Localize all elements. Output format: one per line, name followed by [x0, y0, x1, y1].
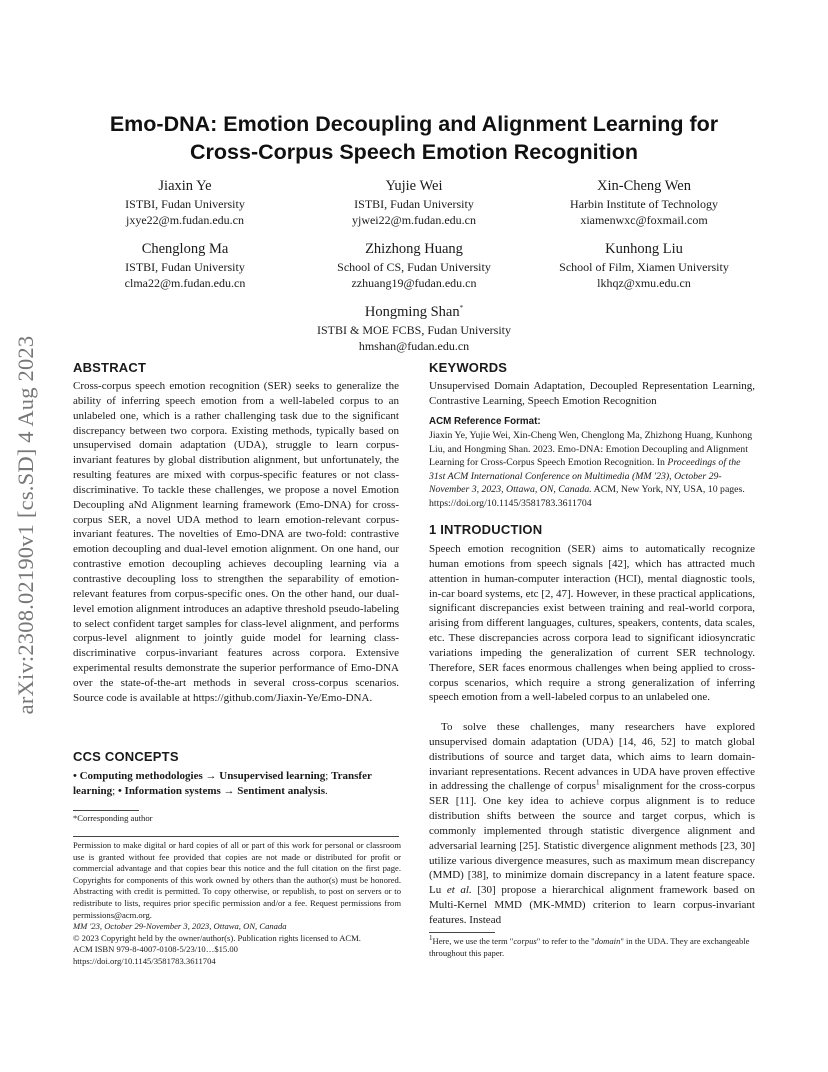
author-name: Zhizhong Huang: [365, 241, 463, 257]
footnote-rule: [429, 932, 495, 933]
author-name: [299, 302, 529, 322]
permission-notice: Permission to make digital or hard copies of all or part of this work for personal or classroom use is granted without fee provided that copies are not made or distributed for profit or commercial advantage and that copies bear this notice and the full citation on the first page. Copyrights for components of this work owned by others than the author(s) must be honored. Abstracting with credit is permitted. To copy otherwise, or republish, to post on servers or to redistribute to lists, requires prior specific permission and/or a fee. Request permissions from permissions@acm.org.: [73, 840, 401, 920]
footnote-mark: 1: [429, 934, 433, 943]
author-name: Kunhong Liu: [605, 241, 683, 257]
corresponding-footnote: *Corresponding author: [73, 813, 153, 823]
author-name: Chenglong Ma: [141, 241, 229, 257]
doi-line: https://doi.org/10.1145/3581783.3611704: [73, 956, 216, 966]
footnote-ref: 1: [595, 778, 600, 787]
author-email: lkhqz@xmu.edu.cn: [597, 276, 691, 290]
author-email: zzhuang19@fudan.edu.cn: [351, 276, 477, 290]
intro-text: misalignment for the cross-corpus SER [11]. One key idea to achieve corpus alignment is to reduce distribution shifts between the source and target corpus, which is commonly implemented through statistic divergence alignment and adversarial learning [25]. Statistic divergence alignment methods [23, 30] utilize various divergence measures, such as maximum mean discrepancy (MMD) [38], to minimize domain discrepancy in a latent feature space. Lu: [429, 780, 755, 897]
ccs-heading: CCS CONCEPTS: [73, 749, 179, 764]
arxiv-stamp-text: arXiv:2308.02190v1 [cs.SD] 4 Aug 2023: [13, 335, 38, 715]
acm-ref-proceedings: Proceedings of the 31st ACM International Conference on Multimedia (MM '23), October 29-November 3, 2023, Ottawa, ON, Canada.: [429, 457, 741, 496]
keywords-text: Unsupervised Domain Adaptation, Decoupled Representation Learning, Contrastive Learning, Speech Emotion Recognition: [429, 380, 755, 407]
abstract-heading: ABSTRACT: [73, 360, 147, 375]
ccs-sep: ;: [325, 770, 332, 782]
author-block: [299, 302, 529, 354]
ccs-item: Transfer learning: [73, 770, 372, 797]
paper-title: [60, 110, 768, 166]
author-block: [299, 176, 529, 228]
ccs-sep: .: [325, 784, 328, 797]
title-line-1: Emo-DNA: Emotion Decoupling and Alignment Learning for: [109, 112, 719, 136]
author-email: xiamenwxc@foxmail.com: [580, 213, 708, 227]
author-affiliation: School of Film, Xiamen University: [559, 260, 729, 274]
ccs-item: • Computing methodologies → Unsupervised learning: [73, 770, 326, 782]
author-email: jxye22@m.fudan.edu.cn: [125, 213, 245, 227]
author-name: Jiaxin Ye: [158, 178, 212, 194]
intro-paragraph-1: Speech emotion recognition (SER) aims to automatically recognize human emotions from speech signals [42], which has attracted much attention in human-computer interaction (HCI), mental diagnostic tools, in-car board systems, etc [2, 47]. However, in these practical applications, significant discrepancies exist between training and real-world corpora, arising from different languages, cultures, speakers, contents, data scales, etc. These discrepancies across corpora lead to significant idiosyncratic variations impeding the generalization of current SER technology. Therefore, SER faces enormous challenges when being applied to cross-corpus scenarios, which require a strong generalization of inferring speech emotion from a well-labeled corpus to an unlabeled one.: [429, 543, 755, 704]
author-block: [529, 176, 759, 228]
abstract-text: Cross-corpus speech emotion recognition (SER) seeks to generalize the ability of inferring speech emotion from a well-labeled corpus to an unlabeled one, which is a rather challenging task due to the significant discrepancy between two corpora. Existing methods, typically based on unsupervised domain adaptation (UDA), struggle to learn corpus-invariant features by global distribution alignment, but unfortunately, the resulting features are mixed with corpus-specific features or not class-discriminative. To tackle these challenges, we propose a novel Emotion Decoupling aNd Alignment learning framework (Emo-DNA) for cross-corpus SER, a novel UDA method to learn emotion-relevant corpus-invariant features. The novelties of Emo-DNA are two-fold: contrastive emotion decoupling and dual-level emotion alignment. On one hand, our contrastive emotion decoupling achieves decoupling learning via a contrastive decoupling loss to strengthen the separability of emotion-relevant features from corpus-specific ones. On the other hand, our dual-level emotion alignment introduces an adaptive threshold pseudo-labeling to select confident target samples for class-level alignment, and performs corpus-level alignment to jointly guide model for learning class-discriminative corpus-invariant features across corpora. Extensive experimental results demonstrate the superior performance of Emo-DNA over the state-of-the-art methods in several cross-corpus scenarios. Source code is available at https://github.com/Jiaxin-Ye/Emo-DNA.: [73, 380, 399, 704]
introduction-heading: 1 INTRODUCTION: [429, 522, 543, 537]
conference-line: MM '23, October 29-November 3, 2023, Ottawa, ON, Canada: [73, 921, 287, 931]
author-block: [299, 239, 529, 291]
author-email: hmshan@fudan.edu.cn: [358, 339, 470, 353]
author-affiliation: Harbin Institute of Technology: [570, 197, 718, 211]
author-block: [70, 176, 300, 228]
author-affiliation: ISTBI, Fudan University: [354, 197, 474, 211]
author-email: clma22@m.fudan.edu.cn: [124, 276, 246, 290]
intro-text: [30] propose a hierarchical alignment framework based on Multi-Kernel MMD (MK-MMD) criterion to learn corpus-invariant features. Instead: [429, 884, 755, 926]
author-affiliation: School of CS, Fudan University: [337, 260, 491, 274]
intro-text: To solve these challenges, many researchers have explored unsupervised domain adaptation (UDA) [14, 46, 52] to match global distributions of source and target data, which aims to learn domain-invariant representations. Recent advances in UDA have proven effective in addressing the challenge of corpus: [429, 721, 755, 793]
footnote-term: corpus: [513, 936, 537, 946]
footnote-text: Here, we use the term ": [432, 936, 514, 946]
author-affiliation: ISTBI, Fudan University: [125, 260, 245, 274]
acm-ref-part: Jiaxin Ye, Yujie Wei, Xin-Cheng Wen, Chenglong Ma, Zhizhong Huang, Kunhong Liu, and Hongming Shan. 2023. Emo-DNA: Emotion Decoupling and Alignment Learning for Cross-Corpus Speech Emotion Recognition. In: [429, 430, 753, 469]
footnote-rule: [73, 810, 139, 811]
footnote-text: " to refer to the ": [536, 936, 595, 946]
copyright-line: © 2023 Copyright held by the owner/author(s). Publication rights licensed to ACM.: [73, 933, 361, 943]
ccs-item: • Information systems → Sentiment analysis: [117, 784, 325, 797]
author-affiliation: ISTBI, Fudan University: [125, 197, 245, 211]
intro-text-italic: et al.: [446, 884, 472, 897]
acm-ref-heading: ACM Reference Format:: [429, 416, 541, 427]
footnote-1: [429, 936, 757, 959]
arxiv-stamp: [6, 290, 46, 760]
author-block: [529, 239, 759, 291]
author-email: yjwei22@m.fudan.edu.cn: [351, 213, 477, 227]
title-line-2: Cross-Corpus Speech Emotion Recognition: [190, 140, 638, 164]
footnote-term: domain: [594, 936, 621, 946]
author-block: [70, 239, 300, 291]
author-name: Yujie Wei: [385, 178, 443, 194]
acm-ref-part: ACM, New York, NY, USA, 10 pages. https://doi.org/10.1145/3581783.3611704: [429, 484, 745, 509]
ccs-concepts: [73, 769, 399, 799]
permission-rule: [73, 836, 399, 837]
author-affiliation: ISTBI & MOE FCBS, Fudan University: [316, 323, 511, 337]
author-name-text: Hongming Shan: [364, 304, 460, 320]
keywords-heading: KEYWORDS: [429, 360, 508, 375]
intro-paragraph-2: [429, 720, 755, 928]
isbn-line: ACM ISBN 979-8-4007-0108-5/23/10…$15.00: [73, 944, 238, 954]
corresponding-mark: *: [459, 304, 464, 313]
author-name: Xin-Cheng Wen: [596, 178, 691, 194]
acm-ref-text: [429, 429, 755, 511]
footnote-text: " in the UDA. They are exchangeable throughout this paper.: [429, 936, 750, 958]
ccs-sep: ;: [112, 784, 118, 797]
